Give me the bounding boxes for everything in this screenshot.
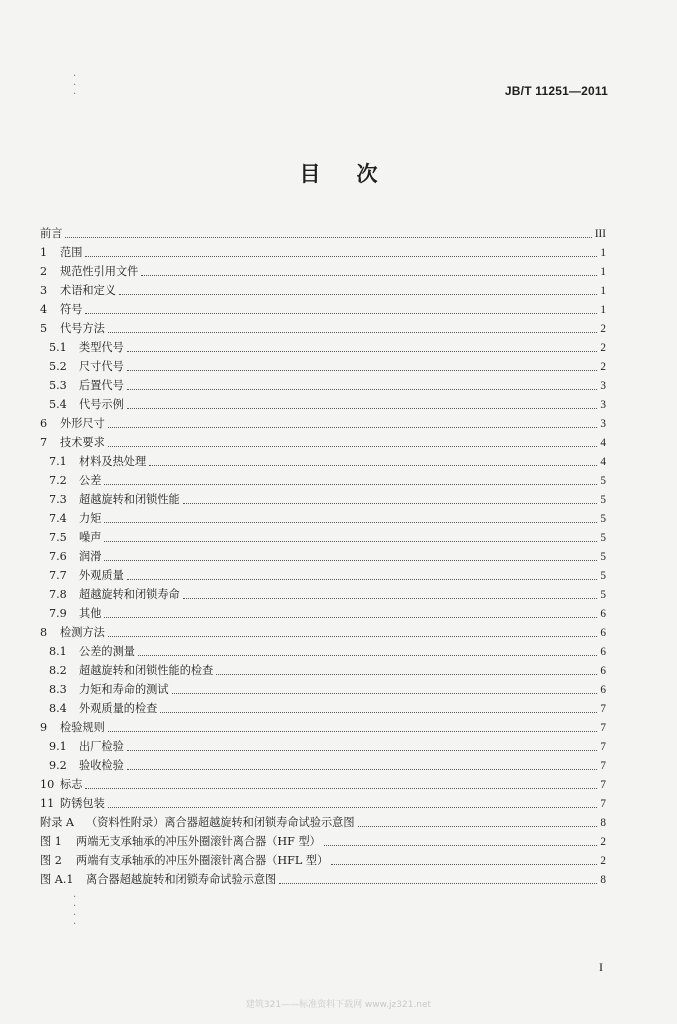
toc-entry[interactable]: [40, 792, 606, 811]
toc-entry-number: 5.1: [49, 341, 67, 354]
page-number: I: [599, 960, 603, 974]
toc-entry-label: 两端有支承轴承的冲压外圈滚针离合器（HFL 型）: [76, 854, 329, 867]
dot-leader: [160, 712, 597, 713]
toc-entry[interactable]: [49, 336, 606, 355]
dot-leader: [104, 560, 597, 561]
toc-entry-number: 7.9: [49, 607, 67, 620]
dot-leader: [127, 769, 598, 770]
toc-entry-label: 类型代号: [79, 341, 124, 354]
toc-entry-label: 公差: [79, 474, 102, 487]
title-char-2: 次: [356, 162, 378, 186]
dot-leader: [149, 465, 597, 466]
dot-leader: [138, 655, 597, 656]
toc-entry-number: 附录 A: [40, 816, 75, 829]
toc-entry-number: 7.8: [49, 588, 67, 601]
dot-leader: [358, 826, 598, 827]
toc-entry-number: 图 A.1: [40, 873, 74, 886]
toc-entry-label: 润滑: [79, 550, 102, 563]
toc-entry-label: 力矩和寿命的测试: [79, 683, 169, 696]
toc-entry-label: 技术要求: [60, 436, 105, 449]
toc-entry[interactable]: [40, 241, 606, 260]
toc-entry-page: III: [594, 228, 606, 240]
toc-entry[interactable]: [40, 773, 606, 792]
toc-entry[interactable]: [40, 412, 606, 431]
dot-leader: [127, 750, 598, 751]
dot-leader: [141, 275, 597, 276]
toc-entry-page: 6: [600, 608, 606, 620]
toc-entry[interactable]: [49, 754, 606, 773]
dot-leader: [108, 446, 598, 447]
dot-leader: [85, 256, 597, 257]
dot-leader: [324, 845, 598, 846]
watermark: 建筑321——标准资料下载网 www.jz321.net: [245, 1000, 432, 1010]
toc-entry-label: 规范性引用文件: [60, 265, 139, 278]
dot-leader: [108, 807, 598, 808]
toc-entry-label: 外观质量的检查: [79, 702, 158, 715]
toc-entry-page: 1: [600, 304, 606, 316]
dot-leader: [216, 674, 597, 675]
dot-leader: [119, 294, 597, 295]
toc-entry-page: 5: [600, 494, 606, 506]
toc-entry-number: 图 2: [40, 854, 62, 867]
dot-leader: [65, 237, 591, 238]
toc-entry-label: 出厂检验: [79, 740, 124, 753]
toc-entry[interactable]: [49, 507, 606, 526]
toc-entry[interactable]: [49, 583, 606, 602]
toc-entry-page: 5: [600, 570, 606, 582]
toc-entry-page: 7: [600, 760, 606, 772]
toc-entry-number: 5.3: [49, 379, 67, 392]
toc-entry-number: 7.6: [49, 550, 67, 563]
toc-entry-number: 1: [40, 246, 48, 259]
standard-number: JB/T 11251—2011: [504, 84, 608, 98]
toc-entry-page: 2: [600, 361, 606, 373]
toc-entry-page: 5: [600, 532, 606, 544]
toc-entry-number: 10: [40, 778, 55, 791]
toc-entry-number: 7.7: [49, 569, 67, 582]
toc-entry-page: 4: [600, 437, 606, 449]
toc-entry[interactable]: [40, 431, 606, 450]
toc-entry-page: 1: [600, 266, 606, 278]
toc-entry-label: 术语和定义: [60, 284, 116, 297]
toc-entry-number: 7.4: [49, 512, 67, 525]
toc-entry[interactable]: [40, 716, 606, 735]
toc-entry-number: 8.2: [49, 664, 67, 677]
page-title: [0, 158, 677, 188]
toc-entry-page: 6: [600, 627, 606, 639]
toc-entry-page: 5: [600, 551, 606, 563]
toc-entry-page: 6: [600, 646, 606, 658]
toc-entry-page: 3: [600, 418, 606, 430]
toc-entry[interactable]: [49, 450, 606, 469]
dot-leader: [85, 788, 597, 789]
toc-entry-page: 3: [600, 399, 606, 411]
toc-entry-page: 8: [600, 817, 606, 829]
toc-entry-label: （资料性附录）离合器超越旋转和闭锁寿命试验示意图: [86, 816, 355, 829]
scan-dots: · · · ·: [73, 892, 77, 930]
dot-leader: [108, 427, 598, 428]
toc-entry-number: 11: [40, 797, 55, 810]
toc-entry-label: 验收检验: [79, 759, 124, 772]
toc-entry-page: 2: [600, 836, 606, 848]
toc-entry[interactable]: [40, 222, 606, 241]
toc-entry-label: 超越旋转和闭锁性能: [79, 493, 180, 506]
toc-entry[interactable]: [40, 868, 606, 887]
toc-entry-number: 9.1: [49, 740, 67, 753]
toc-entry[interactable]: [49, 602, 606, 621]
scan-dots: · · ·: [73, 71, 77, 100]
dot-leader: [108, 332, 598, 333]
toc-entry-number: 5: [40, 322, 48, 335]
toc-entry-number: 9: [40, 721, 48, 734]
toc-entry[interactable]: [40, 298, 606, 317]
toc-entry-label: 代号示例: [79, 398, 124, 411]
dot-leader: [108, 731, 598, 732]
toc-entry-number: 3: [40, 284, 48, 297]
toc-entry-page: 5: [600, 475, 606, 487]
toc-entry[interactable]: [40, 830, 606, 849]
toc-entry-number: 5.4: [49, 398, 67, 411]
toc-entry-label: 超越旋转和闭锁性能的检查: [79, 664, 214, 677]
toc-entry-label: 代号方法: [60, 322, 105, 335]
toc-entry-page: 7: [600, 703, 606, 715]
toc-entry-number: 7: [40, 436, 48, 449]
toc-entry-page: 7: [600, 722, 606, 734]
toc-entry-label: 后置代号: [79, 379, 124, 392]
toc-entry-number: 7.5: [49, 531, 67, 544]
toc-entry-label: 前言: [40, 227, 63, 240]
toc-entry-page: 6: [600, 665, 606, 677]
toc-entry[interactable]: [40, 317, 606, 336]
toc-entry-label: 防锈包装: [60, 797, 105, 810]
toc-entry[interactable]: [49, 678, 606, 697]
toc-entry-label: 其他: [79, 607, 102, 620]
toc-entry-label: 符号: [60, 303, 83, 316]
toc-entry[interactable]: [49, 469, 606, 488]
dot-leader: [127, 408, 598, 409]
toc-entry[interactable]: [49, 545, 606, 564]
toc-entry-page: 1: [600, 285, 606, 297]
toc-entry-page: 6: [600, 684, 606, 696]
toc-entry-page: 3: [600, 380, 606, 392]
toc-entry[interactable]: [49, 640, 606, 659]
toc-entry-number: 7.3: [49, 493, 67, 506]
toc-entry-label: 标志: [60, 778, 83, 791]
toc-entry-number: 8: [40, 626, 48, 639]
toc-entry-label: 范围: [60, 246, 83, 259]
toc-entry-label: 检验规则: [60, 721, 105, 734]
dot-leader: [104, 484, 597, 485]
toc-entry-number: 图 1: [40, 835, 62, 848]
toc-entry-number: 6: [40, 417, 48, 430]
dot-leader: [331, 864, 597, 865]
toc-entry-number: 5.2: [49, 360, 67, 373]
toc-entry-label: 检测方法: [60, 626, 105, 639]
toc-entry[interactable]: [49, 697, 606, 716]
toc-entry-number: 8.1: [49, 645, 67, 658]
dot-leader: [127, 389, 598, 390]
dot-leader: [104, 541, 597, 542]
toc-entry-page: 2: [600, 855, 606, 867]
toc-entry[interactable]: [49, 735, 606, 754]
toc-entry-page: 7: [600, 798, 606, 810]
dot-leader: [183, 503, 598, 504]
toc-entry-number: 2: [40, 265, 48, 278]
dot-leader: [85, 313, 597, 314]
toc-entry-label: 外形尺寸: [60, 417, 105, 430]
dot-leader: [108, 636, 598, 637]
dot-leader: [104, 522, 597, 523]
toc-entry-label: 尺寸代号: [79, 360, 124, 373]
toc-entry[interactable]: [49, 374, 606, 393]
dot-leader: [183, 598, 598, 599]
toc-entry-page: 5: [600, 589, 606, 601]
toc-entry-label: 公差的测量: [79, 645, 135, 658]
toc-entry-label: 离合器超越旋转和闭锁寿命试验示意图: [86, 873, 277, 886]
toc-entry-number: 8.4: [49, 702, 67, 715]
dot-leader: [172, 693, 598, 694]
toc-entry[interactable]: [49, 393, 606, 412]
toc-entry[interactable]: [40, 260, 606, 279]
toc-entry-page: 4: [600, 456, 606, 468]
toc-entry-number: 7.2: [49, 474, 67, 487]
toc-entry-label: 两端无支承轴承的冲压外圈滚针离合器（HF 型）: [76, 835, 321, 848]
toc-entry[interactable]: [49, 355, 606, 374]
toc-entry-page: 8: [600, 874, 606, 886]
toc-entry-label: 噪声: [79, 531, 102, 544]
toc-entry[interactable]: [40, 849, 606, 868]
toc-entry-label: 超越旋转和闭锁寿命: [79, 588, 180, 601]
toc-entry-label: 力矩: [79, 512, 102, 525]
toc-entry-number: 9.2: [49, 759, 67, 772]
toc-entry-page: 2: [600, 323, 606, 335]
toc-entry-label: 材料及热处理: [79, 455, 147, 468]
dot-leader: [127, 351, 598, 352]
toc-entry-label: 外观质量: [79, 569, 124, 582]
title-char-1: 目: [299, 162, 321, 186]
dot-leader: [279, 883, 597, 884]
dot-leader: [104, 617, 597, 618]
toc-entry-page: 2: [600, 342, 606, 354]
toc-entry[interactable]: [49, 564, 606, 583]
toc-entry-number: 8.3: [49, 683, 67, 696]
dot-leader: [127, 370, 598, 371]
toc-entry[interactable]: [40, 279, 606, 298]
toc-entry-page: 1: [600, 247, 606, 259]
toc-entry[interactable]: [40, 621, 606, 640]
toc-entry[interactable]: [49, 659, 606, 678]
toc-entry-page: 5: [600, 513, 606, 525]
toc-entry-number: 4: [40, 303, 48, 316]
dot-leader: [127, 579, 598, 580]
toc-entry[interactable]: [40, 811, 606, 830]
toc-entry-number: 7.1: [49, 455, 67, 468]
toc-entry-page: 7: [600, 779, 606, 791]
toc-entry[interactable]: [49, 526, 606, 545]
toc-entry[interactable]: [49, 488, 606, 507]
toc-entry-page: 7: [600, 741, 606, 753]
